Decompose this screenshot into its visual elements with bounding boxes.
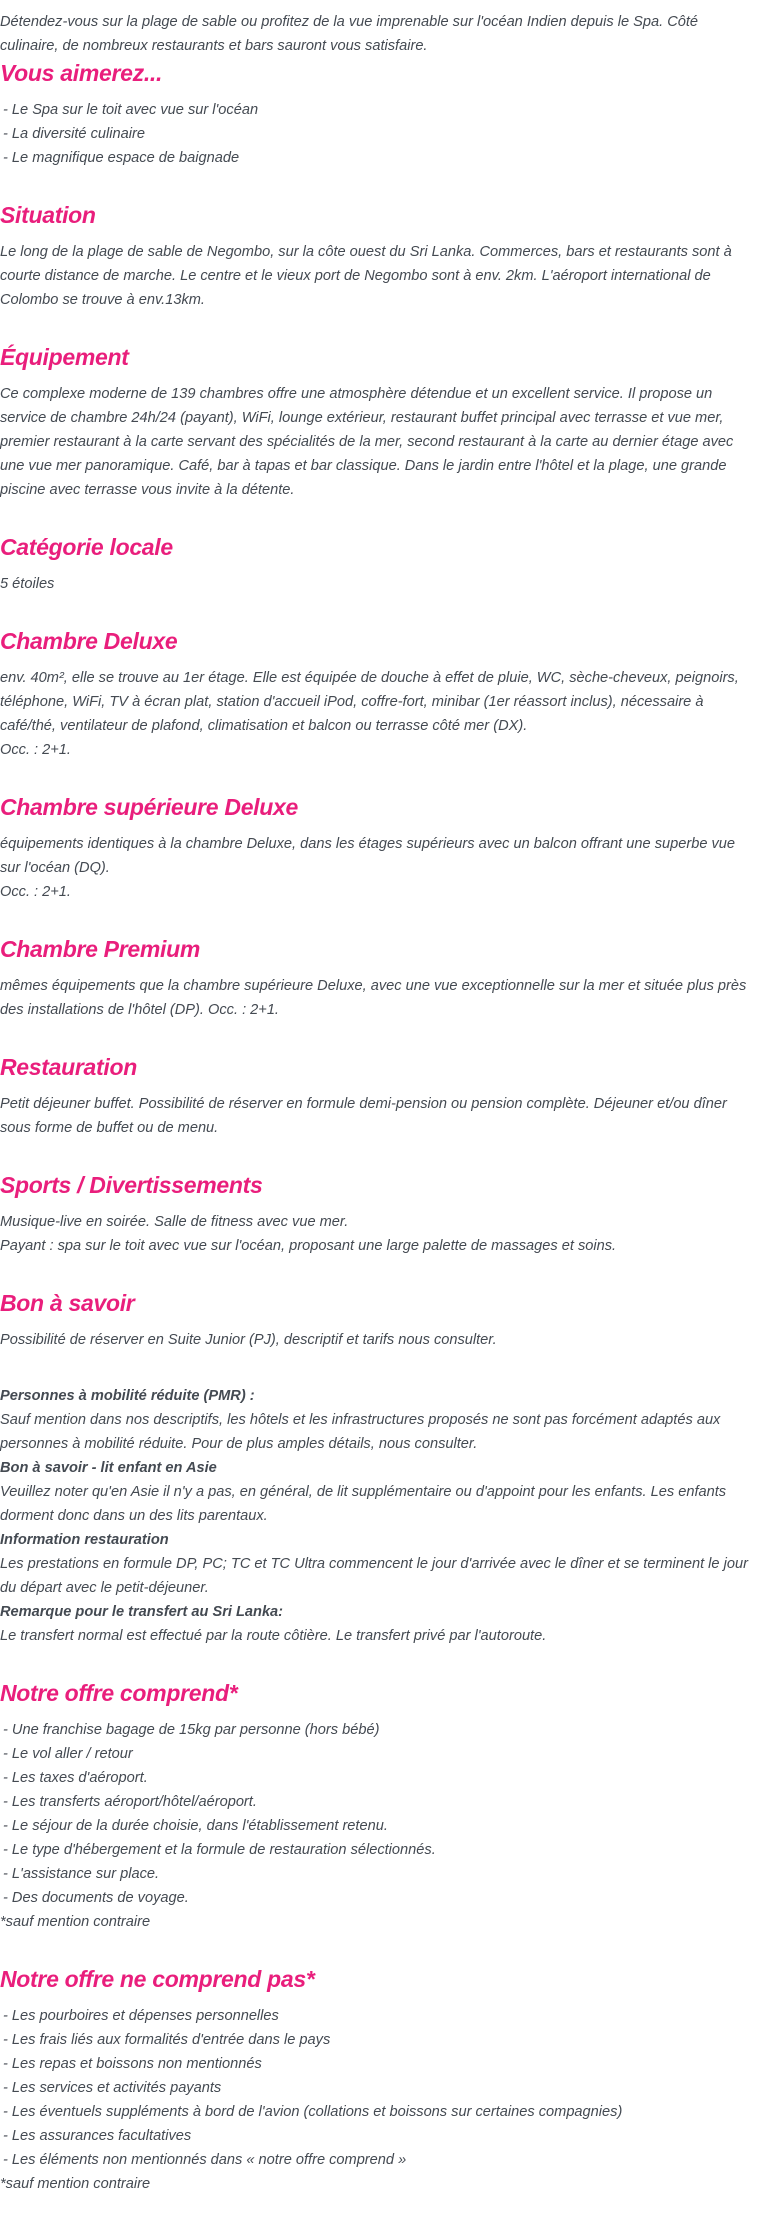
list-item: - Les frais liés aux formalités d'entrée dans le pays — [3, 2032, 331, 2048]
section-chambre-premium — [0, 934, 758, 1022]
list-item: - L'assistance sur place. — [3, 1866, 160, 1882]
section-vous-aimerez — [0, 58, 758, 170]
section-offre-ne-comprend — [0, 1964, 758, 2196]
list-item: - Les transferts aéroport/hôtel/aéroport. — [3, 1794, 257, 1810]
chambre-sup-occ: Occ. : 2+1. — [0, 884, 71, 900]
list-item: - Une franchise bagage de 15kg par personne (hors bébé) — [3, 1722, 380, 1738]
offre-ne-comprend-note: *sauf mention contraire — [0, 2176, 151, 2192]
list-item: - Le séjour de la durée choisie, dans l'établissement retenu. — [3, 1818, 388, 1834]
section-sports — [0, 1170, 758, 1258]
chambre-sup-text: équipements identiques à la chambre Deluxe, dans les étages supérieurs avec un balcon offrant une superbe vue sur l'océan (DQ). — [0, 836, 736, 876]
chambre-deluxe-body — [0, 666, 758, 762]
list-item: - Les repas et boissons non mentionnés — [3, 2056, 262, 2072]
bon-a-savoir-text: Possibilité de réserver en Suite Junior (PJ), descriptif et tarifs nous consulter. — [0, 1332, 497, 1348]
enfant-text: Veuillez noter qu'en Asie il n'y a pas, en général, de lit supplémentaire ou d'appoint pour les enfants. Les enfants dorment donc dans un des lits parentaux. — [0, 1484, 727, 1524]
section-offre-comprend — [0, 1678, 758, 1934]
resto-info-text: Les prestations en formule DP, PC; TC et TC Ultra commencent le jour d'arrivée avec le dîner et se terminent le jour du départ avec le petit-déjeuner. — [0, 1556, 748, 1596]
bon-a-savoir-body — [0, 1328, 758, 1648]
chambre-premium-text: mêmes équipements que la chambre supérieure Deluxe, avec une vue exceptionnelle sur la mer et située plus près des installations de l'hôtel (DP). Occ. : 2+1. — [0, 978, 747, 1018]
sports-line: Musique-live en soirée. Salle de fitness avec vue mer. — [0, 1214, 349, 1230]
section-title-offre-comprend: Notre offre comprend* — [0, 1680, 238, 1706]
section-situation — [0, 200, 758, 312]
transfert-text: Le transfert normal est effectué par la route côtière. Le transfert privé par l'autoroute. — [0, 1628, 547, 1644]
list-item: - Les services et activités payants — [3, 2080, 222, 2096]
section-title-chambre-premium: Chambre Premium — [0, 936, 201, 962]
list-item: - Le Spa sur le toit avec vue sur l'océan — [3, 102, 259, 118]
list-item: - Le type d'hébergement et la formule de restauration sélectionnés. — [3, 1842, 436, 1858]
section-title-chambre-sup: Chambre supérieure Deluxe — [0, 794, 299, 820]
section-chambre-sup — [0, 792, 758, 904]
offre-comprend-list — [0, 1718, 758, 1934]
transfert-title: Remarque pour le transfert au Sri Lanka: — [0, 1604, 284, 1620]
section-chambre-deluxe — [0, 626, 758, 762]
section-title-sports: Sports / Divertissements — [0, 1172, 263, 1198]
sports-body — [0, 1210, 758, 1258]
section-title-equipement: Équipement — [0, 344, 129, 370]
section-title-restauration: Restauration — [0, 1054, 137, 1080]
spacer — [0, 1376, 758, 1384]
chambre-deluxe-occ: Occ. : 2+1. — [0, 742, 71, 758]
categorie-text: 5 étoiles — [0, 576, 55, 592]
sports-line: Payant : spa sur le toit avec vue sur l'océan, proposant une large palette de massages et soins. — [0, 1238, 617, 1254]
section-restauration — [0, 1052, 758, 1140]
section-categorie — [0, 532, 758, 596]
list-item: - Les pourboires et dépenses personnelles — [3, 2008, 279, 2024]
section-bon-a-savoir — [0, 1288, 758, 1648]
list-item: - La diversité culinaire — [3, 126, 145, 142]
spacer — [0, 1352, 758, 1376]
resto-info-title: Information restauration — [0, 1532, 169, 1548]
offre-ne-comprend-list — [0, 2004, 758, 2196]
pmr-title: Personnes à mobilité réduite (PMR) : — [0, 1388, 255, 1404]
equipement-text: Ce complexe moderne de 139 chambres offre une atmosphère détendue et un excellent service. Il propose un service de chambre 24h/24 (payant), WiFi, lounge extérieur, restaurant buffet principal avec terrasse et vue mer, premier restaurant à la carte servant des spécialités de la mer, second restaurant à la carte au dernier étage avec une vue mer panoramique. Café, bar à tapas et bar classique. Dans le jardin entre l'hôtel et la plage, une grande piscine avec terrasse vous invite à la détente. — [0, 386, 734, 498]
list-item: - Les assurances facultatives — [3, 2128, 192, 2144]
pmr-text: Sauf mention dans nos descriptifs, les hôtels et les infrastructures proposés ne sont pas forcément adaptés aux personnes à mobilité réduite. Pour de plus amples détails, nous consulter. — [0, 1412, 721, 1452]
enfant-title: Bon à savoir - lit enfant en Asie — [0, 1460, 217, 1476]
list-item: - Les éléments non mentionnés dans « notre offre comprend » — [3, 2152, 407, 2168]
section-title-vous-aimerez: Vous aimerez... — [0, 60, 163, 86]
section-title-bon-a-savoir: Bon à savoir — [0, 1290, 135, 1316]
situation-text: Le long de la plage de sable de Negombo, sur la côte ouest du Sri Lanka. Commerces, bars et restaurants sont à courte distance de marche. Le centre et le vieux port de Negombo sont à env. 2km. L'aéroport international de Colombo se trouve à env.13km. — [0, 244, 732, 308]
chambre-deluxe-text: env. 40m², elle se trouve au 1er étage. Elle est équipée de douche à effet de pluie, WC, sèche-cheveux, peignoirs, téléphone, WiFi, TV à écran plat, station d'accueil iPod, coffre-fort, minibar (1er réassort inclus), nécessaire à café/thé, ventilateur de plafond, climatisation et balcon ou terrasse côté mer (DX). — [0, 670, 739, 734]
list-item: - Le magnifique espace de baignade — [3, 150, 240, 166]
chambre-sup-body — [0, 832, 758, 904]
section-equipement — [0, 342, 758, 502]
section-title-offre-ne-comprend: Notre offre ne comprend pas* — [0, 1966, 315, 1992]
section-title-chambre-deluxe: Chambre Deluxe — [0, 628, 178, 654]
list-item: - Les taxes d'aéroport. — [3, 1770, 148, 1786]
section-title-situation: Situation — [0, 202, 96, 228]
offre-comprend-note: *sauf mention contraire — [0, 1914, 151, 1930]
list-item: - Le vol aller / retour — [3, 1746, 133, 1762]
list-item: - Des documents de voyage. — [3, 1890, 189, 1906]
restauration-text: Petit déjeuner buffet. Possibilité de réserver en formule demi-pension ou pension complète. Déjeuner et/ou dîner sous forme de buffet ou de menu. — [0, 1096, 727, 1136]
list-item: - Les éventuels suppléments à bord de l'avion (collations et boissons sur certaines compagnies) — [3, 2104, 623, 2120]
section-title-categorie: Catégorie locale — [0, 534, 173, 560]
intro-text: Détendez-vous sur la plage de sable ou profitez de la vue imprenable sur l'océan Indien depuis le Spa. Côté culinaire, de nombreux restaurants et bars sauront vous satisfaire. — [0, 14, 699, 54]
highlights-list — [0, 98, 758, 170]
